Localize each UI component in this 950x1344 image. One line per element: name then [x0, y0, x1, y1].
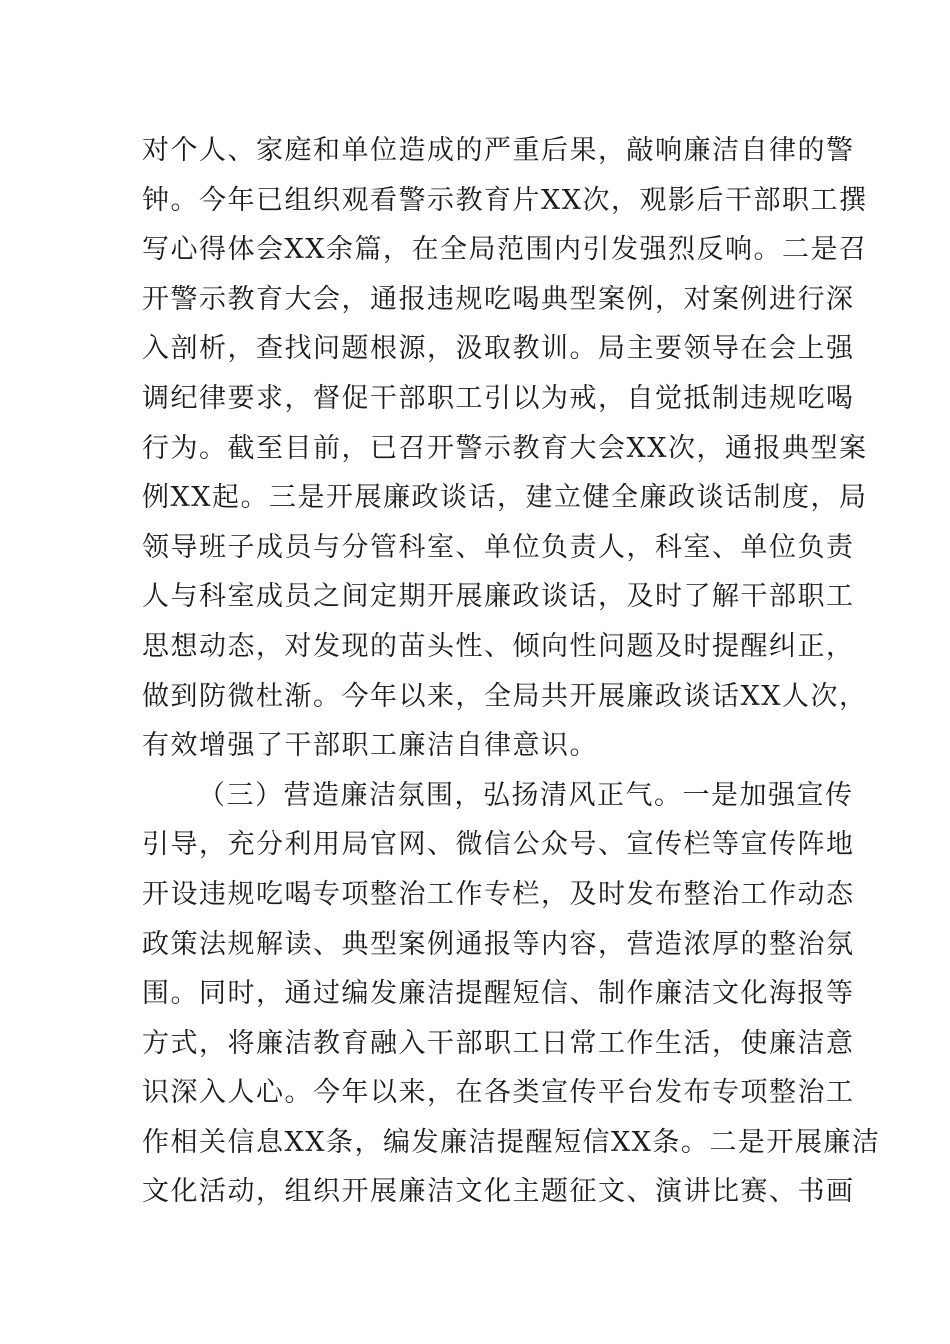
- text-line: 对个人、家庭和单位造成的严重后果，敲响廉洁自律的警: [142, 135, 855, 166]
- text-line: （三）营造廉洁氛围，弘扬清风正气。一是加强宣传: [198, 779, 854, 811]
- text-line: 写心得体会XX余篇，在全局范围内引发强烈反响。二是召: [142, 234, 868, 266]
- text-line: 有效增强了干部职工廉洁自律意识。: [142, 730, 598, 762]
- text-line: 开设违规吃喝专项整治工作专栏，及时发布整治工作动态: [142, 878, 855, 910]
- text-line: 行为。截至目前，已召开警示教育大会XX次，通报典型案: [142, 432, 868, 464]
- text-line: 领导班子成员与分管科室、单位负责人，科室、单位负责: [142, 531, 855, 563]
- text-line: 政策法规解读、典型案例通报等内容，营造浓厚的整治氛: [142, 928, 855, 960]
- text-line: 引导，充分利用局官网、微信公众号、宣传栏等宣传阵地: [142, 829, 855, 861]
- text-line: 思想动态，对发现的苗头性、倾向性问题及时提醒纠正，: [142, 630, 855, 662]
- text-line: 方式，将廉洁教育融入干部职工日常工作生活，使廉洁意: [142, 1027, 855, 1059]
- text-line: 例XX起。三是开展廉政谈话，建立健全廉政谈话制度，局: [142, 482, 868, 514]
- text-line: 做到防微杜渐。今年以来，全局共开展廉政谈话XX人次，: [142, 680, 868, 712]
- text-line: 钟。今年已组织观看警示教育片XX次，观影后干部职工撰: [142, 184, 868, 216]
- text-line: 识深入人心。今年以来，在各类宣传平台发布专项整治工: [142, 1077, 855, 1109]
- text-line: 围。同时，通过编发廉洁提醒短信、制作廉洁文化海报等: [142, 978, 855, 1010]
- paragraph-2: [142, 771, 881, 1217]
- paragraph-1: [142, 126, 868, 771]
- text-line: 开警示教育大会，通报违规吃喝典型案例，对案例进行深: [142, 283, 855, 315]
- text-line: 作相关信息XX条，编发廉洁提醒短信XX条。二是开展廉洁: [142, 1126, 881, 1158]
- text-line: 入剖析，查找问题根源，汲取教训。局主要领导在会上强: [142, 333, 855, 365]
- text-line: 人与科室成员之间定期开展廉政谈话，及时了解干部职工: [142, 581, 855, 613]
- text-line: 调纪律要求，督促干部职工引以为戒，自觉抵制违规吃喝: [142, 382, 855, 414]
- document-body: [142, 126, 881, 1217]
- text-line: 文化活动，组织开展廉洁文化主题征文、演讲比赛、书画: [142, 1176, 855, 1208]
